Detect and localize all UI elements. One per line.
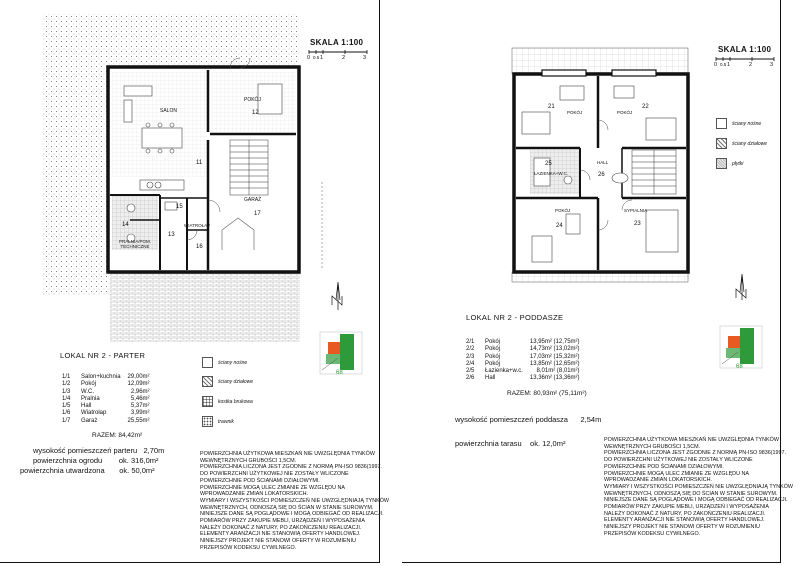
table-row — [466, 346, 583, 353]
text-line: powierzchnia utwardzona — [20, 466, 105, 475]
table-row — [62, 381, 153, 388]
text-line: PRZEPISÓW KODEKSU CYWILNEGO. — [200, 544, 297, 551]
stat-garden — [33, 456, 159, 465]
north-arrow-icon — [736, 274, 746, 300]
table-cell: Hall — [485, 375, 496, 382]
north-arrow-icon — [332, 282, 342, 310]
table-cell: 17,03m² (15,32m²) — [529, 353, 580, 360]
text-line: WYMIARY I WSZYSTKOŚCI POMIESZCZEŃ NIE UWZGLĘDNIAJĄ TYNKÓW — [200, 497, 389, 504]
legend-swatch — [716, 138, 727, 149]
legend-swatch — [202, 396, 213, 407]
razem-total: RAZEM: 84,42m² — [92, 432, 143, 439]
table-cell: Pokój — [485, 346, 501, 353]
north-label — [335, 298, 336, 299]
legend-bearing-walls — [202, 357, 247, 368]
text-line: 2,54m — [580, 415, 602, 424]
table-cell: 13,36m² (13,36m²) — [529, 375, 580, 382]
text-line: POWIERZCHNIE POD ŚCIANAMI DZIAŁOWYMI. — [604, 463, 724, 470]
text-line: ELEMENTY ARANŻACJI NIE STANOWIĄ OFERTY HANDLOWEJ. — [604, 517, 765, 524]
scale-tick-05: 0.5 — [313, 55, 320, 60]
table-cell: 2,96m² — [130, 388, 150, 395]
scale-title: SKALA 1:100 — [718, 45, 772, 54]
label-pokoj-21: POKÓJ — [567, 110, 583, 115]
room-number-13: 13 — [168, 232, 175, 238]
scale-tick-05: 0.5 — [720, 62, 727, 67]
table-cell: Wiatrołap — [81, 410, 107, 417]
table-cell: 8,01m² (8,01m²) — [536, 368, 580, 375]
lokal-title: LOKAL NR 2 - PARTER — [60, 351, 146, 360]
text-line: POWIERZCHNIA LICZONA JEST ZGODNIE Z NORMĄ PN-ISO 9836(1997. — [604, 450, 787, 457]
text-line: trawnik — [218, 418, 234, 425]
table-cell: W.C. — [81, 388, 94, 395]
text-line: DO POWIERZCHNI UŻYTKOWEJ NIE ZOSTAŁY WLICZONE — [200, 471, 349, 478]
table-row — [62, 403, 153, 410]
room-number-26: 26 — [598, 172, 605, 178]
text-line: ok. 316,0m² — [118, 456, 159, 465]
text-line: POWIERZCHNIE MOGĄ ULEC ZMIANIE ZE WZGLĘDU NA — [604, 470, 749, 477]
text-line: POWIERZCHNIA LICZONA JEST ZGODNIE Z NORMĄ PN-ISO 9836(1997. — [200, 464, 383, 471]
text-line: PRZEPISÓW KODEKSU CYWILNEGO. — [604, 530, 701, 537]
text-line: wysokość pomieszczeń poddasza — [455, 415, 568, 424]
room-number-12: 12 — [252, 110, 259, 116]
legend-bearing-walls — [716, 118, 761, 129]
notes-block — [604, 437, 793, 538]
text-line: POWIERZCHNIA UŻYTKOWA MIESZKAŃ NIE UWZGLĘDNIA TYNKÓW — [604, 437, 779, 443]
scale-title: SKALA 1:100 — [310, 38, 364, 47]
text-line: WPROWADZANIE ZMIAN LOKATORSKICH. — [200, 491, 309, 498]
legend-tiles — [716, 158, 743, 169]
text-line: POWIERZCHNIE POD ŚCIANAMI DZIAŁOWYMI. — [200, 477, 320, 484]
room-number-16: 16 — [196, 244, 203, 250]
table-cell: 12,09m² — [127, 381, 150, 388]
text-line: NALEŻY DOKONAĆ Z NATURY, PO ZAKOŃCZENIU REALIZACJI. — [604, 510, 766, 517]
table-cell: 1/2 — [62, 381, 71, 388]
table-cell: 1/7 — [62, 417, 71, 424]
room-number-17: 17 — [254, 211, 261, 217]
label-lazienka: ŁAZIENKA+W.C. — [534, 171, 569, 176]
table-cell: Pokój — [485, 353, 501, 360]
table-cell: 1/1 — [62, 374, 71, 380]
room-table — [62, 374, 153, 425]
room-number-15: 15 — [176, 204, 183, 210]
text-line: POMIARÓW PRZY ZAKUPIE MEBLI, URZĄDZEŃ I WYPOSAŻENIA — [604, 504, 769, 511]
legend-swatch — [202, 376, 213, 387]
table-cell: 1/6 — [62, 410, 71, 417]
table-cell: Pokój — [485, 360, 501, 367]
legend-paving — [202, 396, 253, 407]
legend-swatch — [202, 416, 213, 427]
scale-tick-2: 2 — [749, 62, 753, 68]
text-line: NINIEJSZE DANE SĄ POGLĄDOWE I MOGĄ ODBIEGAĆ OD REALIZACJI. — [200, 511, 384, 518]
legend-partition-walls — [202, 376, 253, 387]
text-line: wysokość pomieszczeń parteru — [33, 446, 138, 455]
table-row — [62, 389, 153, 396]
text-line: WEWNĘTRZNYCH, ODNOSZĄ SIĘ DO ŚCIAN W STANIE SUROWYM. — [200, 504, 374, 511]
table-cell: 2/2 — [466, 346, 475, 353]
table-cell: 13,95m² (12,75m²) — [529, 339, 580, 345]
text-line: ELEMENTY ARANŻACJI NIE STANOWIĄ OFERTY HANDLOWEJ. — [200, 531, 361, 538]
table-row — [62, 374, 153, 381]
label-hall: HALL — [597, 160, 609, 165]
lawn-strip — [100, 14, 290, 62]
scale-tick-3: 3 — [363, 55, 367, 61]
text-line: ściany działowe — [218, 378, 254, 385]
text-line: NINIEJSZY PROJEKT NIE STANOWI OFERTY W ROZUMIENIU — [604, 524, 760, 531]
scale-tick-2: 2 — [342, 55, 346, 61]
room-number-22: 22 — [642, 104, 649, 110]
table-cell: 1/3 — [62, 388, 71, 395]
table-cell: Hall — [81, 403, 92, 410]
room-number-24: 24 — [556, 223, 563, 229]
text-line: NINIEJSZE DANE SĄ POGLĄDOWE I MOGĄ ODBIEGAĆ OD REALIZACJI. — [604, 497, 788, 504]
table-row — [466, 354, 583, 361]
table-cell: Pralnia — [81, 395, 100, 402]
text-line: ok. 12,0m² — [530, 439, 566, 448]
text-line: ściany działowe — [732, 140, 768, 147]
text-line: NALEŻY DOKONAĆ Z NATURY, PO ZAKOŃCZENIU REALIZACJI. — [200, 524, 362, 531]
paving-area — [110, 272, 300, 342]
table-cell: 25,55m² — [127, 417, 150, 424]
text-line: 2,70m — [143, 446, 165, 455]
label-pralnia: PRALNIA/POM. TECHNICZNE — [118, 239, 151, 249]
table-cell: 5,46m² — [130, 395, 150, 402]
table-cell: 3,99m² — [130, 410, 150, 417]
table-cell: 1/4 — [62, 395, 71, 402]
table-row — [62, 396, 153, 403]
svg-text:68: 68 — [336, 370, 343, 376]
svg-text:68: 68 — [736, 364, 743, 370]
legend-partition-walls — [716, 138, 767, 149]
text-line: płytki — [732, 160, 744, 167]
label-salon: SALON — [160, 108, 177, 114]
table-cell: Pokój — [81, 381, 97, 388]
table-cell: 2/6 — [466, 375, 475, 382]
table-cell: Pokój — [485, 339, 501, 345]
text-line: ściany nośne — [732, 120, 762, 127]
stat-terrace — [455, 439, 565, 448]
location-map — [718, 324, 764, 370]
table-cell: Łazienka+w.c. — [485, 368, 523, 375]
stat-height — [455, 415, 601, 424]
room-table — [466, 339, 583, 383]
table-cell: Salon+kuchnia — [81, 374, 121, 380]
notes-block — [200, 451, 389, 552]
scale-tick-1: 1 — [727, 62, 731, 68]
label-garaz: GARAŻ — [244, 197, 262, 203]
legend-lawn — [202, 416, 234, 427]
label-sypialnia: SYPIALNIA — [624, 208, 648, 213]
room-number-23: 23 — [634, 221, 641, 227]
text-line: WPROWADZANIE ZMIAN LOKATORSKICH. — [604, 477, 713, 484]
table-cell: 2/5 — [466, 368, 475, 375]
text-line: ściany nośne — [218, 359, 248, 366]
table-cell: 13,85m² (12,65m²) — [529, 360, 580, 367]
table-row — [62, 410, 153, 417]
room-number-11: 11 — [196, 160, 203, 166]
scale-tick-0: 0 — [714, 62, 718, 68]
text-line: WEWNĘTRZNYCH GRUBOŚCI 1,5CM. — [200, 457, 297, 464]
text-line: POWIERZCHNIE MOGĄ ULEC ZMIANIE ZE WZGLĘDU NA — [200, 484, 345, 491]
table-row — [466, 368, 583, 375]
table-row — [466, 339, 583, 346]
table-row — [62, 418, 153, 425]
legend-swatch — [716, 118, 727, 129]
stat-height — [33, 446, 164, 455]
text-line: DO POWIERZCHNI UŻYTKOWEJ NIE ZOSTAŁY WLICZONE — [604, 457, 753, 464]
text-line: POMIARÓW PRZY ZAKUPIE MEBLI, URZĄDZEŃ I WYPOSAŻENIA — [200, 518, 365, 525]
text-line: WEWNĘTRZNYCH GRUBOŚCI 1,5CM. — [604, 443, 701, 450]
table-cell: 29,00m² — [127, 374, 150, 380]
text-line: WYMIARY I WSZYSTKOŚCI POMIESZCZEŃ NIE UWZGLĘDNIAJĄ TYNKÓW — [604, 483, 793, 490]
text-line: kostka brukowa — [218, 398, 253, 405]
table-cell: 2/3 — [466, 353, 475, 360]
text-line: POWIERZCHNIA UŻYTKOWA MIESZKAŃ NIE UWZGLĘDNIA TYNKÓW — [200, 451, 375, 457]
text-line: WEWNĘTRZNYCH, ODNOSZĄ SIĘ DO ŚCIAN W STANIE SUROWYM. — [604, 490, 778, 497]
label-pokoj-24: POKÓJ — [555, 208, 571, 213]
legend-swatch — [202, 357, 213, 368]
table-cell: Garaż — [81, 417, 98, 424]
table-cell: 2/4 — [466, 360, 475, 367]
location-map — [318, 330, 364, 376]
table-row — [466, 375, 583, 382]
table-cell: 5,37m² — [130, 403, 150, 410]
room-number-21: 21 — [548, 104, 555, 110]
room-number-25: 25 — [545, 161, 552, 167]
scale-tick-3: 3 — [770, 62, 774, 68]
table-cell: 1/5 — [62, 403, 71, 410]
scale-tick-0: 0 — [307, 55, 311, 61]
table-cell: 2/1 — [466, 339, 475, 345]
stat-paved — [20, 466, 155, 475]
label-pokoj: POKÓJ — [244, 97, 261, 103]
label-pokoj-22: POKÓJ — [617, 110, 633, 115]
room-number-14: 14 — [122, 222, 129, 228]
text-line: powierzchnia tarasu — [455, 439, 522, 448]
table-row — [466, 361, 583, 368]
lokal-title: LOKAL NR 2 - PODDASZE — [466, 313, 564, 322]
legend-swatch — [716, 158, 727, 169]
razem-total: RAZEM: 80,93m² (75,11m²) — [507, 390, 587, 397]
table-cell: 14,73m² (13,02m²) — [529, 346, 580, 353]
text-line: NINIEJSZY PROJEKT NIE STANOWI OFERTY W ROZUMIENIU — [200, 538, 356, 545]
label-wiatrolap: WIATROŁAP — [184, 223, 211, 228]
text-line: ok. 50,0m² — [119, 466, 155, 475]
scale-tick-1: 1 — [320, 55, 324, 61]
text-line: powierzchnia ogrodu — [33, 456, 103, 465]
